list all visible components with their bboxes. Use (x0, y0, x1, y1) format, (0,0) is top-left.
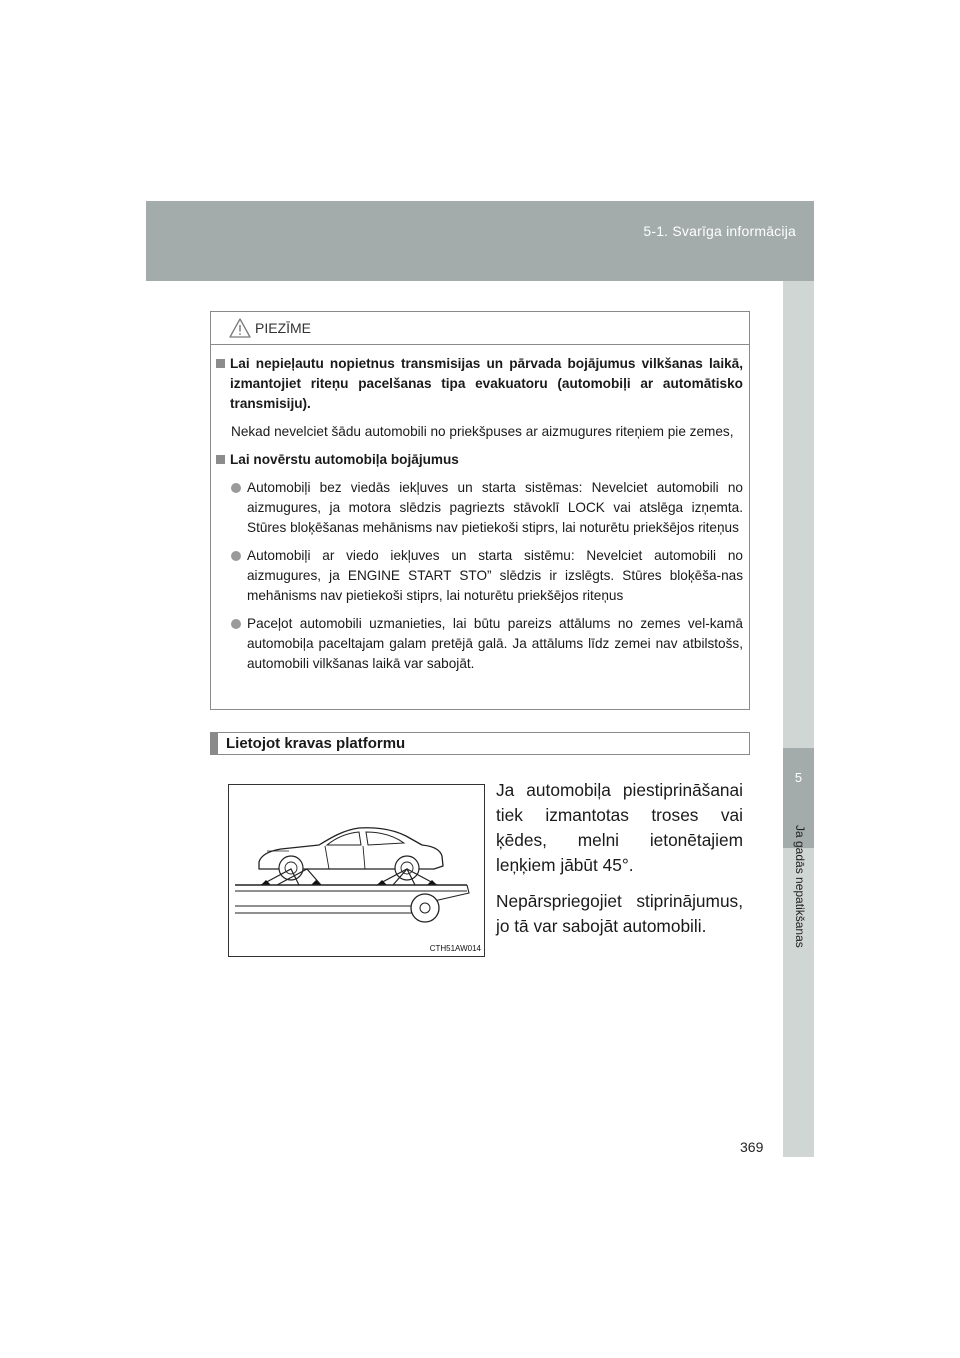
notice-heading (215, 450, 743, 470)
figure-code: CTH51AW014 (429, 944, 481, 953)
section-breadcrumb: 5-1. Svarīga informācija (643, 223, 796, 239)
page-number: 369 (740, 1139, 764, 1155)
notice-bullet-text: Paceļot automobili uzmanieties, lai būtu pareizs attālums no zemes vel-kamā automobiļa paceltajam galam pretējā galā. Ja attālums līdz zemei nav atbilstošs, automobili vilkšanas laikā var sabojāt. (247, 616, 743, 671)
circle-bullet-icon (231, 551, 241, 561)
section-text (496, 778, 743, 950)
notice-bullet-text: Automobiļi ar viedo iekļuves un starta sistēmu: Nevelciet automobili no aizmugures, ja ENGINE START STO” slēdzis ir izslēgts. Stūres bloķēša-nas mehānisms nav pietiekoši stiprs, lai noturētu priekšējos riteņus (247, 548, 743, 603)
section-accent (211, 733, 218, 754)
notice-box (210, 311, 750, 710)
car-on-flatbed-icon (229, 785, 484, 956)
chapter-label (783, 825, 814, 985)
square-bullet-icon (216, 455, 225, 464)
notice-heading-text: Lai novērstu automobiļa bojājumus (230, 452, 459, 467)
notice-body (211, 345, 749, 674)
notice-bullet (215, 546, 743, 606)
notice-bullet (215, 614, 743, 674)
notice-title: PIEZĪME (255, 320, 312, 336)
notice-heading (215, 354, 743, 414)
notice-header (211, 312, 749, 345)
section-heading (210, 732, 750, 755)
header-band (146, 201, 814, 281)
notice-heading-text: Lai nepieļautu nopietnus transmisijas un pārvada bojājumus vilkšanas laikā, izmantojiet riteņu pacelšanas tipa evakuatoru (automobiļi ar automātisko transmisiju). (230, 356, 743, 411)
section-paragraph: Nepārspriegojiet stiprinājumus, jo tā var sabojāt automobili. (496, 891, 743, 936)
square-bullet-icon (216, 359, 225, 368)
chapter-title: Ja gadās nepatikšanas (792, 825, 807, 948)
notice-paragraph: Nekad nevelciet šādu automobili no priekšpuses ar aizmugures riteņiem pie zemes, (231, 424, 734, 439)
notice-bullet-text: Automobiļi bez viedās iekļuves un starta sistēmas: Nevelciet automobili no aizmugures, ja motora slēdzis pagriezts stāvoklī LOCK vai atslēga izņemta. Stūres bloķēšanas mehānisms nav pietiekoši stiprs, lai noturētu priekšējos riteņus (247, 480, 743, 535)
chapter-number: 5 (794, 770, 803, 785)
warning-triangle-icon (229, 318, 251, 338)
circle-bullet-icon (231, 483, 241, 493)
circle-bullet-icon (231, 619, 241, 629)
notice-bullet (215, 478, 743, 538)
section-paragraph: Ja automobiļa piestiprināšanai tiek izmantotas troses vai ķēdes, melni ietonētajiem leņķiem jābūt 45°. (496, 780, 743, 875)
section-title: Lietojot kravas platformu (226, 735, 406, 752)
flatbed-illustration (228, 784, 485, 957)
side-strip (783, 281, 814, 1157)
